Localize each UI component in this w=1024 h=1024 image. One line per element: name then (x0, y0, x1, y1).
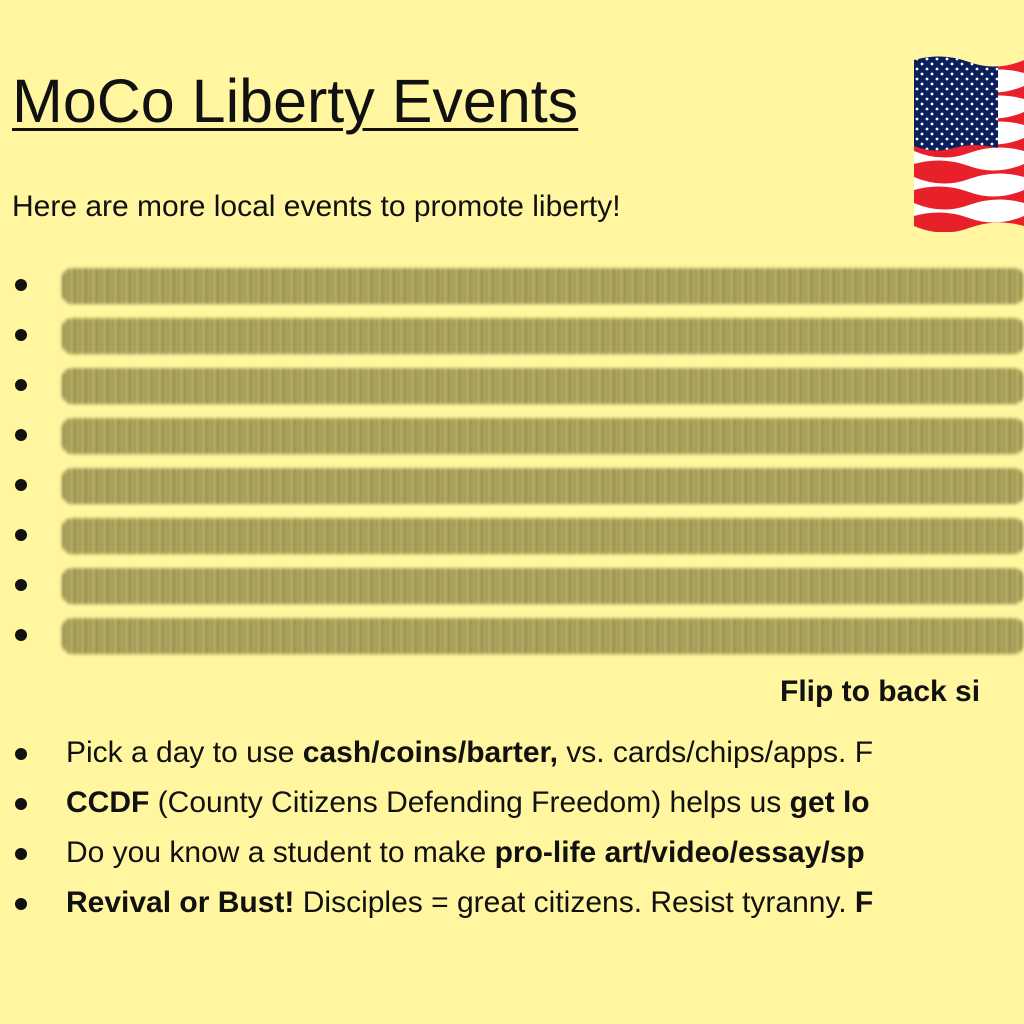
bold-phrase: Revival or Bust! (66, 886, 295, 919)
plain-phrase: Do you know a student to make (66, 836, 495, 869)
list-item-text (66, 885, 873, 921)
bullet-icon (15, 279, 27, 291)
bullet-icon (15, 629, 27, 641)
intro-text: Here are more local events to promote liberty! (12, 190, 621, 223)
bullet-icon (15, 579, 27, 591)
bullet-icon (15, 898, 27, 910)
bold-phrase: CCDF (66, 786, 150, 819)
redacted-text (62, 618, 1024, 654)
bold-phrase: get lo (789, 786, 870, 819)
plain-phrase: vs. cards/chips/apps. F (557, 736, 874, 769)
bullet-icon (15, 379, 27, 391)
list-item-text (66, 735, 873, 771)
plain-phrase: Pick a day to use (66, 736, 303, 769)
bold-phrase: pro-life art/video/essay/sp (494, 836, 865, 869)
bullet-icon (15, 798, 27, 810)
list-item-text (66, 835, 865, 871)
bullet-icon (15, 329, 27, 341)
redacted-text (62, 568, 1024, 604)
redacted-text (62, 418, 1024, 454)
plain-phrase: Disciples = great citizens. Resist tyranny. (294, 886, 855, 919)
bullet-icon (15, 429, 27, 441)
redacted-text (62, 318, 1024, 354)
bullet-icon (15, 848, 27, 860)
flip-instruction: Flip to back si (780, 675, 981, 708)
bullet-icon (15, 529, 27, 541)
bullet-icon (15, 748, 27, 760)
bold-phrase: F (854, 886, 874, 919)
redacted-text (62, 368, 1024, 404)
redacted-text (62, 518, 1024, 554)
plain-phrase: (County Citizens Defending Freedom) helps us (149, 786, 790, 819)
list-item-text (66, 785, 870, 821)
american-flag-icon (914, 56, 1024, 232)
redacted-text (62, 468, 1024, 504)
bold-phrase: cash/coins/barter, (302, 736, 558, 769)
redacted-text (62, 268, 1024, 304)
bullet-icon (15, 479, 27, 491)
page-title: MoCo Liberty Events (12, 67, 579, 135)
